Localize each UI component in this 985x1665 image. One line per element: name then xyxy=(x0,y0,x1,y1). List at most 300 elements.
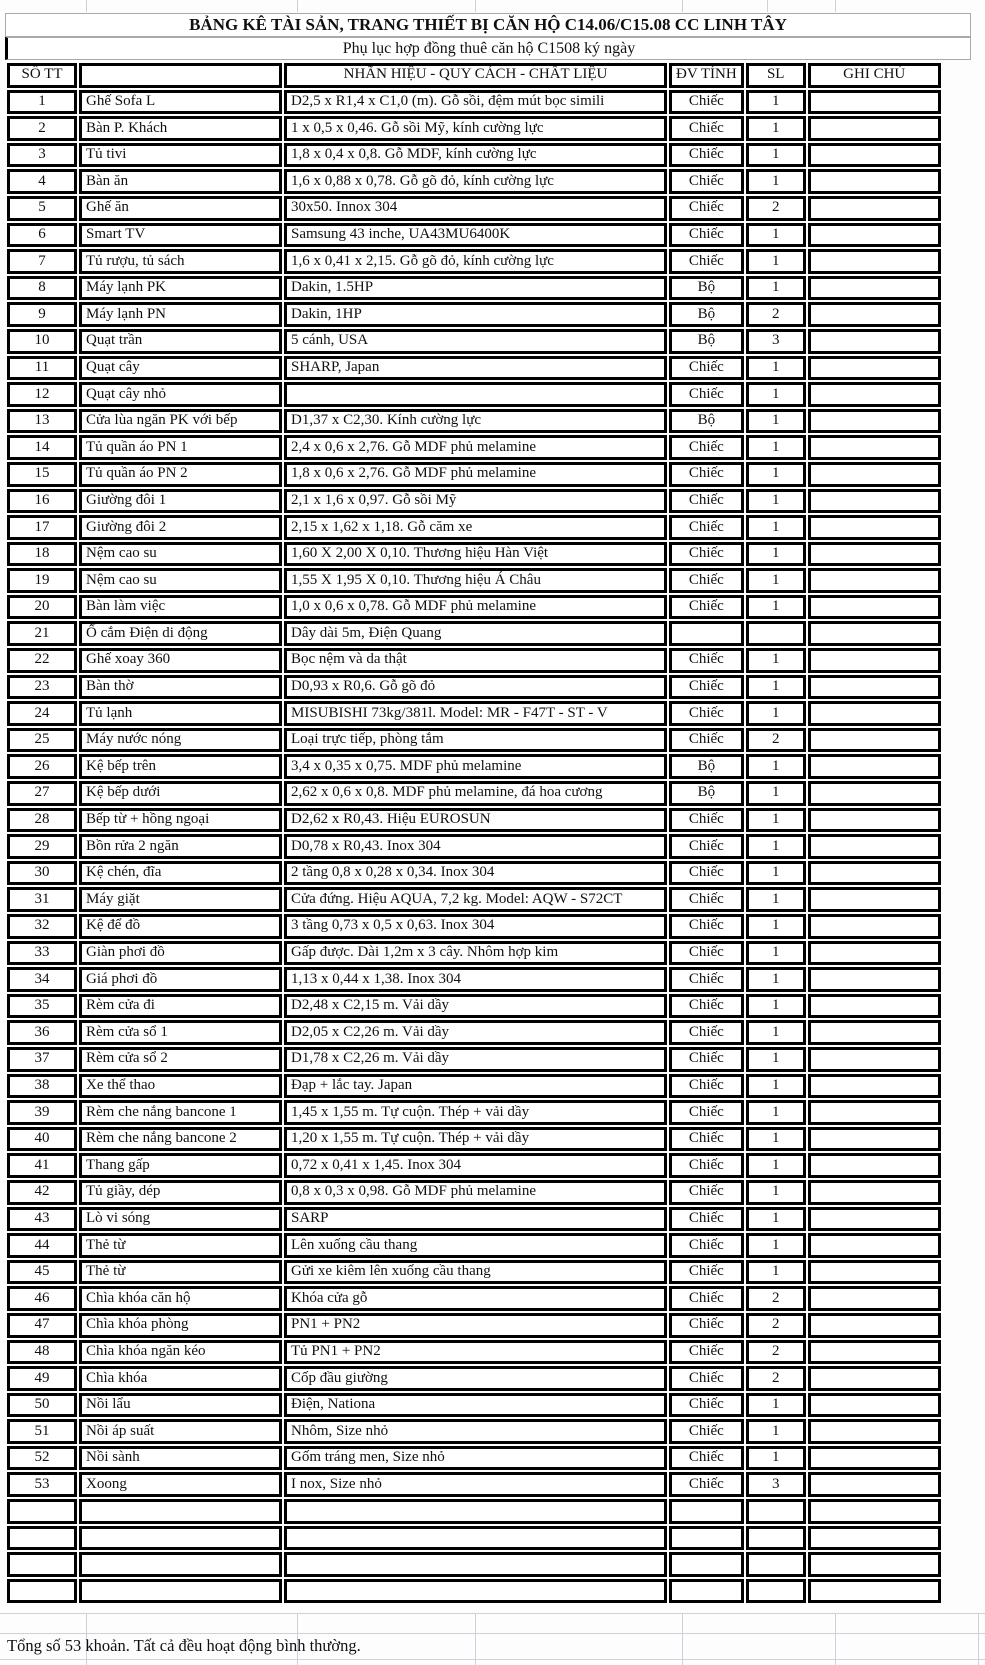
cell-spec: 2 tầng 0,8 x 0,28 x 0,34. Inox 304 xyxy=(284,861,667,886)
cell-name: Thẻ từ xyxy=(79,1233,282,1258)
cell-spec: 3,4 x 0,35 x 0,75. MDF phủ melamine xyxy=(284,754,667,779)
cell-name: Bồn rửa 2 ngăn xyxy=(79,834,282,859)
cell-spec: D2,48 x C2,15 m. Vải dầy xyxy=(284,994,667,1019)
faint-gridline-top xyxy=(682,0,683,12)
cell-spec: 0,8 x 0,3 x 0,98. Gỗ MDF phủ melamine xyxy=(284,1180,667,1205)
cell-unit: Chiếc xyxy=(669,994,744,1019)
cell-note xyxy=(808,1446,941,1471)
cell-note xyxy=(808,169,941,194)
cell-no: 9 xyxy=(7,302,77,327)
faint-gridline-bottom xyxy=(978,1613,979,1665)
cell-spec: D1,78 x C2,26 m. Vải dầy xyxy=(284,1047,667,1072)
faint-gridline-bottom xyxy=(0,1659,985,1660)
table-row xyxy=(7,994,941,1019)
cell-note xyxy=(808,1366,941,1391)
cell-no: 26 xyxy=(7,754,77,779)
table-row xyxy=(7,1552,941,1577)
cell-name: Chìa khóa căn hộ xyxy=(79,1286,282,1311)
cell-name: Nệm cao su xyxy=(79,542,282,567)
table-header-row xyxy=(7,63,941,88)
cell-unit: Bộ xyxy=(669,781,744,806)
cell-note xyxy=(808,462,941,487)
cell-qty: 1 xyxy=(746,409,806,434)
cell-qty: 1 xyxy=(746,489,806,514)
cell-qty: 1 xyxy=(746,967,806,992)
cell-unit: Chiếc xyxy=(669,1472,744,1497)
cell-qty: 1 xyxy=(746,382,806,407)
cell-unit: Chiếc xyxy=(669,542,744,567)
cell-qty: 1 xyxy=(746,675,806,700)
cell-spec xyxy=(284,382,667,407)
table-body xyxy=(7,90,941,1604)
cell-name: Giường đôi 1 xyxy=(79,489,282,514)
cell-name: Quạt cây nhỏ xyxy=(79,382,282,407)
cell-spec: 1,45 x 1,55 m. Tự cuộn. Thép + vải dầy xyxy=(284,1100,667,1125)
cell-no: 11 xyxy=(7,356,77,381)
faint-gridline-bottom xyxy=(682,1613,683,1665)
cell-qty: 1 xyxy=(746,1180,806,1205)
cell-no: 51 xyxy=(7,1419,77,1444)
cell-no: 34 xyxy=(7,967,77,992)
cell-spec: Cốp đầu giường xyxy=(284,1366,667,1391)
cell-note xyxy=(808,621,941,646)
cell-unit: Chiếc xyxy=(669,1393,744,1418)
cell-name: Chìa khóa phòng xyxy=(79,1313,282,1338)
cell-spec: Lên xuống cầu thang xyxy=(284,1233,667,1258)
table-row xyxy=(7,701,941,726)
table-row xyxy=(7,1499,941,1524)
cell-spec: Dakin, 1HP xyxy=(284,302,667,327)
cell-unit: Chiếc xyxy=(669,249,744,274)
cell-unit: Chiếc xyxy=(669,1100,744,1125)
cell-name: Giường đôi 2 xyxy=(79,515,282,540)
cell-no: 28 xyxy=(7,808,77,833)
cell-unit: Chiếc xyxy=(669,648,744,673)
cell-name: Bàn làm việc xyxy=(79,595,282,620)
cell-no: 6 xyxy=(7,223,77,248)
cell-qty: 1 xyxy=(746,542,806,567)
cell-note xyxy=(808,648,941,673)
cell-qty xyxy=(746,1526,806,1551)
cell-unit: Chiếc xyxy=(669,808,744,833)
cell-qty: 2 xyxy=(746,1313,806,1338)
cell-no: 14 xyxy=(7,435,77,460)
cell-note xyxy=(808,90,941,115)
cell-name: Máy giặt xyxy=(79,887,282,912)
cell-note xyxy=(808,1313,941,1338)
cell-qty: 1 xyxy=(746,90,806,115)
cell-no: 17 xyxy=(7,515,77,540)
cell-name: Máy lạnh PN xyxy=(79,302,282,327)
cell-no: 13 xyxy=(7,409,77,434)
cell-unit: Chiếc xyxy=(669,356,744,381)
cell-spec: SARP xyxy=(284,1207,667,1232)
cell-no: 53 xyxy=(7,1472,77,1497)
cell-qty: 1 xyxy=(746,1393,806,1418)
table-row xyxy=(7,302,941,327)
cell-spec: Dakin, 1.5HP xyxy=(284,276,667,301)
table-row xyxy=(7,249,941,274)
faint-gridline-top xyxy=(767,0,768,12)
cell-spec: Gốm tráng men, Size nhỏ xyxy=(284,1446,667,1471)
cell-note xyxy=(808,1074,941,1099)
cell-unit: Chiếc xyxy=(669,1340,744,1365)
cell-no: 19 xyxy=(7,568,77,593)
cell-note xyxy=(808,435,941,460)
cell-name: Tủ giầy, dép xyxy=(79,1180,282,1205)
cell-qty: 1 xyxy=(746,754,806,779)
table-row xyxy=(7,1340,941,1365)
faint-gridline-top xyxy=(475,0,476,12)
cell-note xyxy=(808,595,941,620)
cell-qty: 1 xyxy=(746,887,806,912)
cell-unit: Chiếc xyxy=(669,1260,744,1285)
cell-qty: 3 xyxy=(746,329,806,354)
cell-no: 36 xyxy=(7,1020,77,1045)
cell-no: 49 xyxy=(7,1366,77,1391)
page-title: BẢNG KÊ TÀI SẢN, TRANG THIẾT BỊ CĂN HỘ C14.06/C15.08 CC LINH TÂY xyxy=(5,13,971,37)
cell-spec xyxy=(284,1579,667,1604)
table-row xyxy=(7,116,941,141)
cell-name: Quạt cây xyxy=(79,356,282,381)
table-row xyxy=(7,409,941,434)
cell-name: Máy lạnh PK xyxy=(79,276,282,301)
table-row xyxy=(7,329,941,354)
cell-qty: 1 xyxy=(746,223,806,248)
cell-qty: 2 xyxy=(746,196,806,221)
cell-name: Bếp từ + hồng ngoại xyxy=(79,808,282,833)
cell-unit: Chiếc xyxy=(669,967,744,992)
cell-name: Tủ tivi xyxy=(79,143,282,168)
cell-note xyxy=(808,329,941,354)
cell-note xyxy=(808,409,941,434)
table-row xyxy=(7,621,941,646)
cell-name: Tủ quần áo PN 1 xyxy=(79,435,282,460)
cell-qty: 1 xyxy=(746,914,806,939)
cell-qty: 1 xyxy=(746,462,806,487)
faint-gridline-bottom xyxy=(0,1633,985,1634)
cell-unit: Chiếc xyxy=(669,489,744,514)
cell-qty: 1 xyxy=(746,834,806,859)
cell-spec: 1 x 0,5 x 0,46. Gỗ sồi Mỹ, kính cường lực xyxy=(284,116,667,141)
cell-name: Ghế ăn xyxy=(79,196,282,221)
cell-unit: Chiếc xyxy=(669,1366,744,1391)
cell-no: 41 xyxy=(7,1153,77,1178)
table-row xyxy=(7,728,941,753)
cell-note xyxy=(808,967,941,992)
cell-unit: Chiếc xyxy=(669,701,744,726)
faint-gridline-bottom xyxy=(475,1613,476,1665)
faint-gridline-top xyxy=(297,0,298,12)
table-row xyxy=(7,1180,941,1205)
cell-name: Lò vi sóng xyxy=(79,1207,282,1232)
cell-no: 7 xyxy=(7,249,77,274)
table-row xyxy=(7,941,941,966)
cell-name: Chìa khóa ngăn kéo xyxy=(79,1340,282,1365)
table-row xyxy=(7,754,941,779)
cell-qty: 1 xyxy=(746,1260,806,1285)
cell-no: 42 xyxy=(7,1180,77,1205)
cell-unit: Chiếc xyxy=(669,1153,744,1178)
cell-unit: Chiếc xyxy=(669,568,744,593)
table-row xyxy=(7,781,941,806)
cell-spec: Samsung 43 inche, UA43MU6400K xyxy=(284,223,667,248)
table-row xyxy=(7,648,941,673)
cell-qty: 1 xyxy=(746,1020,806,1045)
cell-unit: Chiếc xyxy=(669,914,744,939)
cell-note xyxy=(808,887,941,912)
cell-qty: 1 xyxy=(746,116,806,141)
cell-unit: Chiếc xyxy=(669,675,744,700)
cell-qty xyxy=(746,1499,806,1524)
table-row xyxy=(7,196,941,221)
cell-note xyxy=(808,675,941,700)
cell-note xyxy=(808,808,941,833)
cell-no xyxy=(7,1552,77,1577)
cell-unit: Bộ xyxy=(669,409,744,434)
cell-note xyxy=(808,728,941,753)
cell-note xyxy=(808,754,941,779)
table-row xyxy=(7,887,941,912)
cell-unit: Bộ xyxy=(669,754,744,779)
cell-name: Bàn ăn xyxy=(79,169,282,194)
cell-no: 24 xyxy=(7,701,77,726)
table-row xyxy=(7,1472,941,1497)
cell-name: Xe thể thao xyxy=(79,1074,282,1099)
cell-qty: 1 xyxy=(746,356,806,381)
table-row xyxy=(7,223,941,248)
cell-unit: Chiếc xyxy=(669,382,744,407)
cell-note xyxy=(808,276,941,301)
cell-spec: 1,60 X 2,00 X 0,10. Thương hiệu Hàn Việt xyxy=(284,542,667,567)
table-row xyxy=(7,1446,941,1471)
cell-no: 40 xyxy=(7,1127,77,1152)
table-row xyxy=(7,1526,941,1551)
table-row xyxy=(7,861,941,886)
cell-no: 3 xyxy=(7,143,77,168)
table-row xyxy=(7,382,941,407)
cell-qty: 1 xyxy=(746,701,806,726)
cell-note xyxy=(808,249,941,274)
cell-note xyxy=(808,834,941,859)
cell-qty: 1 xyxy=(746,648,806,673)
cell-name: Kệ bếp dưới xyxy=(79,781,282,806)
cell-name: Rèm cửa đi xyxy=(79,994,282,1019)
cell-name: Nồi áp suất xyxy=(79,1419,282,1444)
cell-name: Giàn phơi đồ xyxy=(79,941,282,966)
cell-name xyxy=(79,1499,282,1524)
cell-no xyxy=(7,1579,77,1604)
cell-note xyxy=(808,1286,941,1311)
cell-note xyxy=(808,1552,941,1577)
cell-no: 22 xyxy=(7,648,77,673)
cell-note xyxy=(808,382,941,407)
cell-name: Bàn thờ xyxy=(79,675,282,700)
table-row xyxy=(7,143,941,168)
cell-no: 16 xyxy=(7,489,77,514)
cell-name: Tủ lạnh xyxy=(79,701,282,726)
faint-gridline-top xyxy=(86,0,87,12)
cell-qty: 1 xyxy=(746,169,806,194)
cell-note xyxy=(808,1180,941,1205)
cell-note xyxy=(808,914,941,939)
cell-spec: Điện, Nationa xyxy=(284,1393,667,1418)
cell-name: Quạt trần xyxy=(79,329,282,354)
cell-spec: SHARP, Japan xyxy=(284,356,667,381)
cell-unit: Bộ xyxy=(669,276,744,301)
cell-spec: Khóa cửa gỗ xyxy=(284,1286,667,1311)
cell-note xyxy=(808,1419,941,1444)
cell-spec: 1,20 x 1,55 m. Tự cuộn. Thép + vải dầy xyxy=(284,1127,667,1152)
cell-spec: Gấp được. Dài 1,2m x 3 cây. Nhôm hợp kim xyxy=(284,941,667,966)
cell-note xyxy=(808,1020,941,1045)
table-row xyxy=(7,967,941,992)
cell-name: Kệ chén, đĩa xyxy=(79,861,282,886)
cell-no xyxy=(7,1526,77,1551)
cell-unit: Chiếc xyxy=(669,1233,744,1258)
cell-spec: 30x50. Innox 304 xyxy=(284,196,667,221)
table-row xyxy=(7,515,941,540)
cell-no: 50 xyxy=(7,1393,77,1418)
cell-spec: MISUBISHI 73kg/381l. Model: MR - F47T - ST - V xyxy=(284,701,667,726)
cell-note xyxy=(808,1233,941,1258)
cell-unit xyxy=(669,1499,744,1524)
header-ghi-chu: GHI CHÚ xyxy=(808,63,941,88)
cell-unit: Chiếc xyxy=(669,861,744,886)
table-row xyxy=(7,808,941,833)
header-so-tt: SỐ TT xyxy=(7,63,77,88)
cell-unit xyxy=(669,1526,744,1551)
cell-name: Nồi sành xyxy=(79,1446,282,1471)
cell-unit: Chiếc xyxy=(669,941,744,966)
cell-qty: 1 xyxy=(746,143,806,168)
table-row xyxy=(7,914,941,939)
cell-note xyxy=(808,515,941,540)
cell-note xyxy=(808,1207,941,1232)
cell-name: Rèm che nắng bancone 2 xyxy=(79,1127,282,1152)
cell-spec: PN1 + PN2 xyxy=(284,1313,667,1338)
cell-qty: 1 xyxy=(746,515,806,540)
table-row xyxy=(7,462,941,487)
cell-unit: Chiếc xyxy=(669,515,744,540)
cell-note xyxy=(808,701,941,726)
cell-note xyxy=(808,542,941,567)
table-row xyxy=(7,1366,941,1391)
cell-qty: 1 xyxy=(746,1419,806,1444)
cell-spec: Cửa đứng. Hiệu AQUA, 7,2 kg. Model: AQW - S72CT xyxy=(284,887,667,912)
table-row xyxy=(7,1020,941,1045)
table-row xyxy=(7,276,941,301)
cell-no: 1 xyxy=(7,90,77,115)
cell-qty: 1 xyxy=(746,861,806,886)
cell-spec: 5 cánh, USA xyxy=(284,329,667,354)
table-row xyxy=(7,542,941,567)
cell-no: 47 xyxy=(7,1313,77,1338)
table-row xyxy=(7,90,941,115)
table-row xyxy=(7,1100,941,1125)
cell-spec: 1,55 X 1,95 X 0,10. Thương hiệu Á Châu xyxy=(284,568,667,593)
cell-unit: Chiếc xyxy=(669,435,744,460)
header-sl: SL xyxy=(746,63,806,88)
table-row xyxy=(7,1207,941,1232)
cell-qty: 1 xyxy=(746,249,806,274)
cell-no: 20 xyxy=(7,595,77,620)
cell-no: 38 xyxy=(7,1074,77,1099)
cell-unit: Chiếc xyxy=(669,1180,744,1205)
cell-unit: Chiếc xyxy=(669,887,744,912)
cell-no: 45 xyxy=(7,1260,77,1285)
cell-qty: 1 xyxy=(746,435,806,460)
cell-no: 18 xyxy=(7,542,77,567)
cell-spec: D2,05 x C2,26 m. Vải dầy xyxy=(284,1020,667,1045)
cell-unit: Chiếc xyxy=(669,1020,744,1045)
cell-spec: 1,13 x 0,44 x 1,38. Inox 304 xyxy=(284,967,667,992)
cell-unit: Chiếc xyxy=(669,1074,744,1099)
cell-note xyxy=(808,1472,941,1497)
cell-qty: 1 xyxy=(746,781,806,806)
cell-note xyxy=(808,1153,941,1178)
cell-no: 30 xyxy=(7,861,77,886)
cell-no: 29 xyxy=(7,834,77,859)
cell-spec: 1,6 x 0,41 x 2,15. Gỗ gõ đỏ, kính cường lực xyxy=(284,249,667,274)
cell-name xyxy=(79,1526,282,1551)
cell-qty xyxy=(746,621,806,646)
cell-spec: 2,1 x 1,6 x 0,97. Gỗ sồi Mỹ xyxy=(284,489,667,514)
cell-spec xyxy=(284,1552,667,1577)
cell-name: Nồi lẩu xyxy=(79,1393,282,1418)
cell-spec: 1,8 x 0,6 x 2,76. Gỗ MDF phủ melamine xyxy=(284,462,667,487)
cell-note xyxy=(808,861,941,886)
cell-no: 39 xyxy=(7,1100,77,1125)
cell-name: Kệ để đồ xyxy=(79,914,282,939)
cell-spec: D2,5 x R1,4 x C1,0 (m). Gỗ sồi, đệm mút bọc simili xyxy=(284,90,667,115)
header-dv-tinh: ĐV TÍNH xyxy=(669,63,744,88)
cell-note xyxy=(808,1393,941,1418)
header-ten xyxy=(79,63,282,88)
cell-name: Ghế Sofa L xyxy=(79,90,282,115)
cell-no: 12 xyxy=(7,382,77,407)
cell-unit: Bộ xyxy=(669,302,744,327)
table-row xyxy=(7,595,941,620)
cell-note xyxy=(808,489,941,514)
cell-qty: 1 xyxy=(746,808,806,833)
cell-unit: Chiếc xyxy=(669,1286,744,1311)
cell-unit: Chiếc xyxy=(669,1419,744,1444)
cell-unit: Chiếc xyxy=(669,1207,744,1232)
cell-no: 2 xyxy=(7,116,77,141)
cell-no: 37 xyxy=(7,1047,77,1072)
cell-qty: 1 xyxy=(746,1207,806,1232)
cell-qty: 2 xyxy=(746,1340,806,1365)
cell-spec: Dây dài 5m, Điện Quang xyxy=(284,621,667,646)
cell-qty: 2 xyxy=(746,1286,806,1311)
cell-qty: 1 xyxy=(746,941,806,966)
cell-spec: 2,15 x 1,62 x 1,18. Gỗ căm xe xyxy=(284,515,667,540)
cell-spec: D2,62 x R0,43. Hiệu EUROSUN xyxy=(284,808,667,833)
cell-no: 15 xyxy=(7,462,77,487)
cell-note xyxy=(808,1579,941,1604)
table-row xyxy=(7,834,941,859)
cell-qty: 1 xyxy=(746,595,806,620)
cell-qty: 1 xyxy=(746,1074,806,1099)
table-row xyxy=(7,1153,941,1178)
cell-unit: Chiếc xyxy=(669,834,744,859)
table-row xyxy=(7,1313,941,1338)
cell-spec: 2,4 x 0,6 x 2,76. Gỗ MDF phủ melamine xyxy=(284,435,667,460)
cell-unit: Chiếc xyxy=(669,169,744,194)
cell-unit xyxy=(669,621,744,646)
cell-spec: Nhôm, Size nhỏ xyxy=(284,1419,667,1444)
